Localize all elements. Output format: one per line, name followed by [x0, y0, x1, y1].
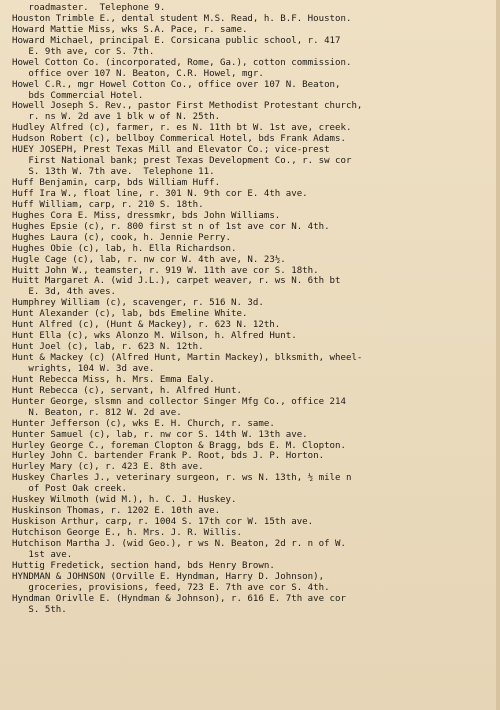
- directory-line: wrights, 104 W. 3d ave.: [12, 363, 155, 374]
- directory-line: r. ns W. 2d ave 1 blk w of N. 25th.: [12, 112, 221, 123]
- page-edge: [496, 0, 500, 710]
- directory-line: Hutchison George E., h. Mrs. J. R. Willis.: [12, 528, 242, 538]
- directory-line: Hutchison Martha J. (wid Geo.), r ws N. Beaton, 2d r. n of W.: [12, 538, 346, 549]
- directory-line: Howard Michael, principal E. Corsicana public school, r. 417: [12, 35, 341, 46]
- directory-line: of Post Oak creek.: [12, 484, 127, 495]
- directory-line: Hunt Joel (c), lab, r. 623 N. 12th.: [12, 342, 204, 353]
- directory-line: Howel Cotton Co. (incorporated, Rome, Ga.), cotton commission.: [12, 57, 352, 68]
- directory-line: Howell Joseph S. Rev., pastor First Methodist Protestant church,: [12, 101, 363, 112]
- directory-line: First National bank; prest Texas Development Co., r. sw cor: [12, 156, 352, 167]
- directory-line: E. 3d, 4th aves.: [12, 287, 117, 298]
- directory-line: Hudley Alfred (c), farmer, r. es N. 11th bt W. 1st ave, creek.: [12, 123, 352, 134]
- directory-line: Hunter George, slsmn and collector Singer Mfg Co., office 214: [12, 396, 346, 407]
- directory-line: S. 13th W. 7th ave. Telephone 11.: [12, 167, 215, 178]
- directory-line: Hunter Jefferson (c), wks E. H. Church, r. same.: [12, 418, 275, 429]
- directory-line: Huttig Fredetick, section hand, bds Henry Brown.: [12, 560, 275, 571]
- directory-line: Huitt Margaret A. (wid J.L.), carpet weaver, r. ws N. 6th bt: [12, 276, 341, 287]
- directory-line: 1st ave.: [12, 549, 73, 560]
- directory-line: Hughes Laura (c), cook, h. Jennie Perry.: [12, 232, 231, 243]
- directory-line: Hurley John C. bartender Frank P. Root, bds J. P. Horton.: [12, 451, 325, 462]
- directory-line: Hughes Obie (c), lab, h. Ella Richardson.: [12, 243, 237, 254]
- directory-line: Hugle Cage (c), lab, r. nw cor W. 4th ave, N. 23½.: [12, 254, 286, 265]
- directory-line: N. Beaton, r. 812 W. 2d ave.: [12, 407, 182, 418]
- directory-line: Huitt John W., teamster, r. 919 W. 11th ave cor S. 18th.: [12, 265, 319, 276]
- directory-line: Huskey Charles J., veterinary surgeon, r. ws N. 13th, ½ mile n: [12, 473, 352, 484]
- directory-line: S. 5th.: [12, 604, 67, 615]
- directory-line: Howard Mattie Miss, wks S.A. Pace, r. same.: [12, 24, 248, 35]
- directory-line: Huff William, carp, r. 210 S. 18th.: [12, 199, 204, 210]
- directory-line: HUEY JOSEPH, Prest Texas Mill and Elevator Co.; vice-prest: [12, 145, 330, 156]
- directory-line: bds Commercial Hotel.: [12, 90, 144, 101]
- directory-line: E. 9th ave, cor S. 7th.: [12, 46, 155, 57]
- directory-line: Huskinson Thomas, r. 1202 E. 10th ave.: [12, 506, 221, 517]
- directory-line: Hughes Epsie (c), r. 800 first st n of 1st ave cor N. 4th.: [12, 221, 330, 232]
- directory-line: Hunt Rebecca Miss, h. Mrs. Emma Ealy.: [12, 374, 215, 385]
- directory-line: roadmaster. Telephone 9.: [12, 3, 166, 13]
- directory-line: Hunt Alexander (c), lab, bds Emeline White.: [12, 309, 248, 320]
- directory-line: groceries, provisions, feed, 723 E. 7th ave cor S. 4th.: [12, 582, 330, 593]
- directory-line: office over 107 N. Beaton, C.R. Howel, mgr.: [12, 68, 264, 79]
- directory-line: Hunt Ella (c), wks Alonzo M. Wilson, h. Alfred Hunt.: [12, 331, 297, 342]
- directory-line: Hurley Mary (c), r. 423 E. 8th ave.: [12, 462, 204, 473]
- directory-line: Hunter Samuel (c), lab, r. nw cor S. 14th W. 13th ave.: [12, 429, 308, 440]
- directory-line: Houston Trimble E., dental student M.S. Read, h. B.F. Houston.: [12, 13, 352, 24]
- directory-line: Hughes Cora E. Miss, dressmkr, bds John Williams.: [12, 210, 281, 221]
- directory-line: Huskison Arthur, carp, r. 1004 S. 17th cor W. 15th ave.: [12, 517, 314, 528]
- directory-line: Hunt Alfred (c), (Hunt & Mackey), r. 623 N. 12th.: [12, 320, 281, 331]
- directory-line: Humphrey William (c), scavenger, r. 516 N. 3d.: [12, 298, 264, 309]
- directory-line: Hurley George C., foreman Clopton & Bragg, bds E. M. Clopton.: [12, 440, 346, 451]
- directory-line: HYNDMAN & JOHNSON (Orville E. Hyndman, Harry D. Johnson),: [12, 571, 325, 582]
- directory-line: Hyndman Orivlle E. (Hyndman & Johnson), r. 616 E. 7th ave cor: [12, 593, 346, 604]
- directory-line: Hudson Robert (c), bellboy Commerical Hotel, bds Frank Adams.: [12, 134, 346, 145]
- directory-line: Hunt Rebecca (c), servant, h. Alfred Hunt.: [12, 385, 242, 396]
- directory-line: Huff Ira W., float line, r. 301 N. 9th cor E. 4th ave.: [12, 188, 308, 199]
- directory-line: Hunt & Mackey (c) (Alfred Hunt, Martin Mackey), blksmith, wheel-: [12, 353, 363, 363]
- directory-line: Howel C.R., mgr Howel Cotton Co., office over 107 N. Beaton,: [12, 79, 341, 90]
- directory-line: Huff Benjamin, carp, bds William Huff.: [12, 178, 221, 188]
- directory-line: Huskey Wilmoth (wid M.), h. C. J. Huskey.: [12, 495, 237, 506]
